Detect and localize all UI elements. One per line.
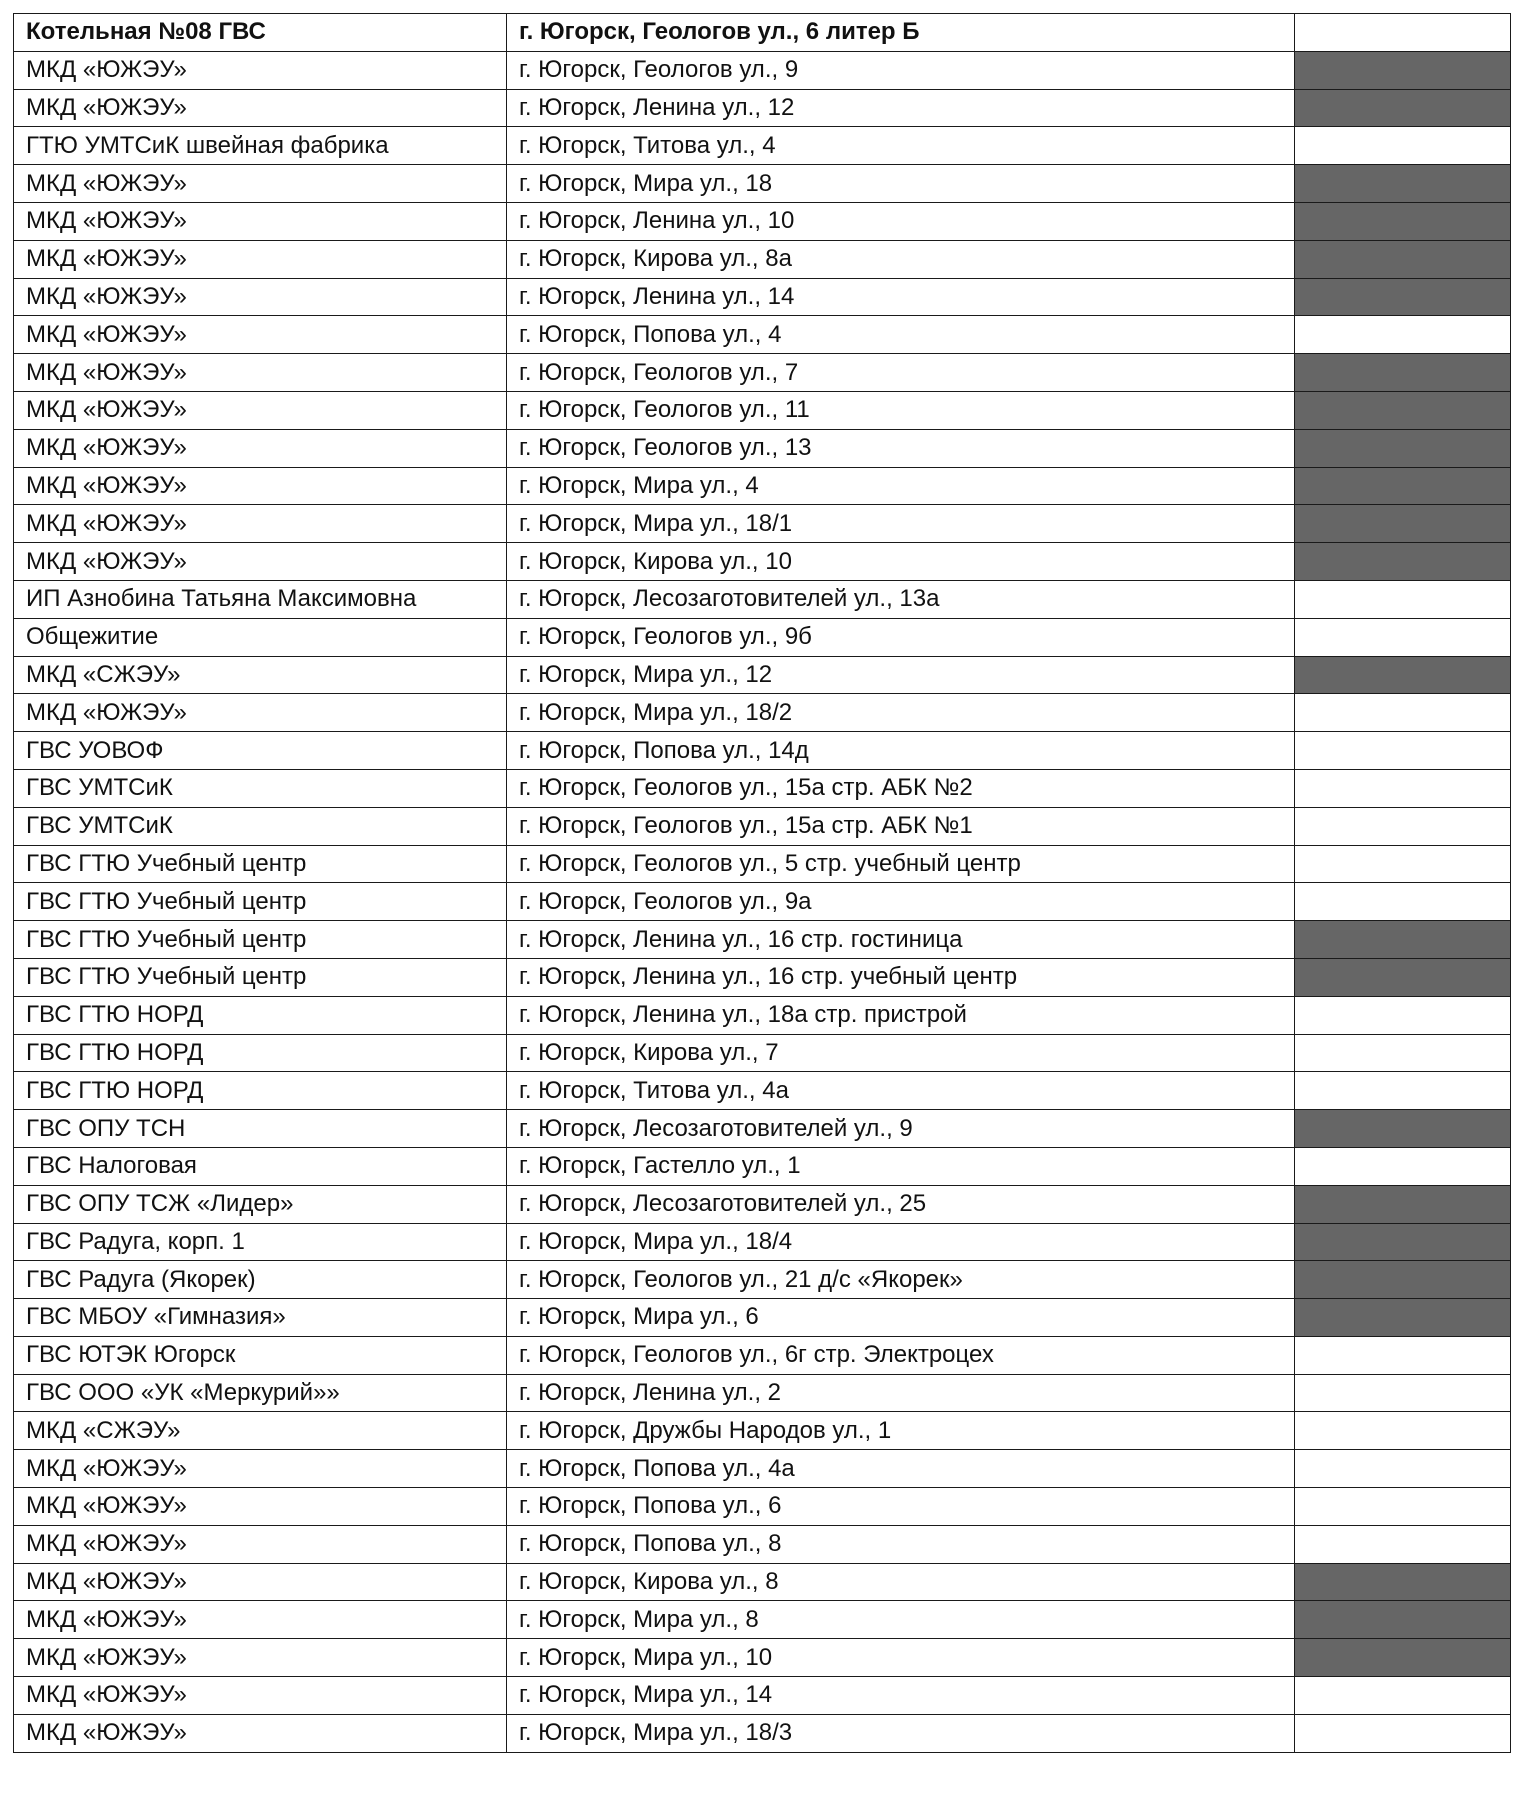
- row-address-cell: г. Югорск, Ленина ул., 12: [507, 89, 1295, 127]
- row-marker-cell-empty: [1295, 1525, 1511, 1563]
- row-marker-cell-empty: [1295, 1374, 1511, 1412]
- row-name-cell: ГВС ОПУ ТСН: [14, 1110, 507, 1148]
- row-marker-cell-empty: [1295, 1412, 1511, 1450]
- row-address-cell: г. Югорск, Мира ул., 18/3: [507, 1714, 1295, 1752]
- row-address-cell: г. Югорск, Ленина ул., 18а стр. пристрой: [507, 996, 1295, 1034]
- table-row: [14, 127, 1511, 165]
- table-header-row: [14, 14, 1511, 52]
- row-address-cell: г. Югорск, Ленина ул., 10: [507, 202, 1295, 240]
- row-marker-cell-filled: [1295, 1261, 1511, 1299]
- row-name-cell: МКД «ЮЖЭУ»: [14, 1639, 507, 1677]
- row-address-cell: г. Югорск, Попова ул., 4: [507, 316, 1295, 354]
- row-name-cell: МКД «ЮЖЭУ»: [14, 1525, 507, 1563]
- header-name-cell: Котельная №08 ГВС: [14, 14, 507, 52]
- row-address-cell: г. Югорск, Мира ул., 18: [507, 165, 1295, 203]
- row-address-cell: г. Югорск, Попова ул., 4а: [507, 1450, 1295, 1488]
- row-name-cell: МКД «ЮЖЭУ»: [14, 165, 507, 203]
- table-row: [14, 883, 1511, 921]
- row-marker-cell-empty: [1295, 316, 1511, 354]
- table-row: [14, 1450, 1511, 1488]
- row-address-cell: г. Югорск, Мира ул., 18/1: [507, 505, 1295, 543]
- row-name-cell: ГВС ГТЮ НОРД: [14, 1034, 507, 1072]
- row-name-cell: МКД «ЮЖЭУ»: [14, 1450, 507, 1488]
- row-marker-cell-filled: [1295, 1639, 1511, 1677]
- table-row: [14, 921, 1511, 959]
- row-name-cell: ГВС ГТЮ Учебный центр: [14, 845, 507, 883]
- table-row: [14, 89, 1511, 127]
- row-name-cell: ИП Азнобина Татьяна Максимовна: [14, 580, 507, 618]
- row-name-cell: МКД «ЮЖЭУ»: [14, 316, 507, 354]
- row-marker-cell-empty: [1295, 845, 1511, 883]
- table-row: [14, 656, 1511, 694]
- row-address-cell: г. Югорск, Ленина ул., 14: [507, 278, 1295, 316]
- row-address-cell: г. Югорск, Ленина ул., 2: [507, 1374, 1295, 1412]
- row-address-cell: г. Югорск, Кирова ул., 8: [507, 1563, 1295, 1601]
- row-marker-cell-empty: [1295, 883, 1511, 921]
- table-row: [14, 543, 1511, 581]
- row-name-cell: ГВС УМТСиК: [14, 769, 507, 807]
- row-name-cell: МКД «ЮЖЭУ»: [14, 391, 507, 429]
- row-name-cell: МКД «ЮЖЭУ»: [14, 89, 507, 127]
- table-row: [14, 618, 1511, 656]
- row-address-cell: г. Югорск, Титова ул., 4: [507, 127, 1295, 165]
- row-address-cell: г. Югорск, Геологов ул., 21 д/с «Якорек»: [507, 1261, 1295, 1299]
- row-marker-cell-filled: [1295, 1110, 1511, 1148]
- row-address-cell: г. Югорск, Мира ул., 10: [507, 1639, 1295, 1677]
- row-marker-cell-empty: [1295, 1714, 1511, 1752]
- row-name-cell: МКД «ЮЖЭУ»: [14, 1677, 507, 1715]
- row-marker-cell-filled: [1295, 1601, 1511, 1639]
- row-name-cell: МКД «ЮЖЭУ»: [14, 1714, 507, 1752]
- table-row: [14, 958, 1511, 996]
- row-address-cell: г. Югорск, Мира ул., 4: [507, 467, 1295, 505]
- row-marker-cell-filled: [1295, 278, 1511, 316]
- table-row: [14, 1601, 1511, 1639]
- row-marker-cell-empty: [1295, 769, 1511, 807]
- row-marker-cell-filled: [1295, 165, 1511, 203]
- table-row: [14, 1185, 1511, 1223]
- row-address-cell: г. Югорск, Мира ул., 12: [507, 656, 1295, 694]
- row-marker-cell-empty: [1295, 1072, 1511, 1110]
- table-row: [14, 354, 1511, 392]
- row-name-cell: МКД «ЮЖЭУ»: [14, 354, 507, 392]
- objects-table-body: [14, 14, 1511, 1753]
- row-name-cell: МКД «ЮЖЭУ»: [14, 240, 507, 278]
- row-marker-cell-filled: [1295, 240, 1511, 278]
- row-name-cell: МКД «ЮЖЭУ»: [14, 51, 507, 89]
- row-name-cell: МКД «ЮЖЭУ»: [14, 543, 507, 581]
- table-row: [14, 807, 1511, 845]
- row-name-cell: МКД «ЮЖЭУ»: [14, 694, 507, 732]
- row-address-cell: г. Югорск, Геологов ул., 9а: [507, 883, 1295, 921]
- table-row: [14, 505, 1511, 543]
- table-row: [14, 996, 1511, 1034]
- row-name-cell: МКД «ЮЖЭУ»: [14, 1563, 507, 1601]
- row-name-cell: МКД «ЮЖЭУ»: [14, 429, 507, 467]
- row-address-cell: г. Югорск, Лесозаготовителей ул., 25: [507, 1185, 1295, 1223]
- row-address-cell: г. Югорск, Мира ул., 6: [507, 1299, 1295, 1337]
- row-marker-cell-filled: [1295, 543, 1511, 581]
- row-name-cell: ГВС ГТЮ Учебный центр: [14, 958, 507, 996]
- table-row: [14, 391, 1511, 429]
- table-row: [14, 1223, 1511, 1261]
- table-row: [14, 1072, 1511, 1110]
- row-marker-cell-empty: [1295, 1034, 1511, 1072]
- row-address-cell: г. Югорск, Геологов ул., 9б: [507, 618, 1295, 656]
- table-row: [14, 1299, 1511, 1337]
- row-marker-cell-empty: [1295, 1336, 1511, 1374]
- row-address-cell: г. Югорск, Мира ул., 8: [507, 1601, 1295, 1639]
- row-marker-cell-filled: [1295, 354, 1511, 392]
- row-marker-cell-filled: [1295, 391, 1511, 429]
- table-row: [14, 1374, 1511, 1412]
- row-marker-cell-filled: [1295, 1223, 1511, 1261]
- row-address-cell: г. Югорск, Мира ул., 14: [507, 1677, 1295, 1715]
- row-name-cell: МКД «СЖЭУ»: [14, 656, 507, 694]
- row-marker-cell-filled: [1295, 958, 1511, 996]
- table-row: [14, 316, 1511, 354]
- row-marker-cell-filled: [1295, 921, 1511, 959]
- row-name-cell: ГВС Радуга, корп. 1: [14, 1223, 507, 1261]
- row-name-cell: ГВС Радуга (Якорек): [14, 1261, 507, 1299]
- table-row: [14, 1639, 1511, 1677]
- row-marker-cell-empty: [1295, 618, 1511, 656]
- header-address-cell: г. Югорск, Геологов ул., 6 литер Б: [507, 14, 1295, 52]
- table-row: [14, 580, 1511, 618]
- row-address-cell: г. Югорск, Лесозаготовителей ул., 13а: [507, 580, 1295, 618]
- row-name-cell: МКД «ЮЖЭУ»: [14, 278, 507, 316]
- objects-table: [13, 13, 1511, 1753]
- row-name-cell: ГВС ГТЮ НОРД: [14, 1072, 507, 1110]
- table-row: [14, 278, 1511, 316]
- row-marker-cell-filled: [1295, 51, 1511, 89]
- table-row: [14, 1261, 1511, 1299]
- row-name-cell: ГВС ОПУ ТСЖ «Лидер»: [14, 1185, 507, 1223]
- row-marker-cell-empty: [1295, 580, 1511, 618]
- table-row: [14, 240, 1511, 278]
- row-name-cell: МКД «ЮЖЭУ»: [14, 1488, 507, 1526]
- row-marker-cell-filled: [1295, 89, 1511, 127]
- row-address-cell: г. Югорск, Мира ул., 18/4: [507, 1223, 1295, 1261]
- row-name-cell: ГВС МБОУ «Гимназия»: [14, 1299, 507, 1337]
- header-marker-cell: [1295, 14, 1511, 52]
- row-address-cell: г. Югорск, Попова ул., 14д: [507, 732, 1295, 770]
- table-row: [14, 202, 1511, 240]
- table-row: [14, 1147, 1511, 1185]
- table-row: [14, 769, 1511, 807]
- table-row: [14, 165, 1511, 203]
- row-marker-cell-filled: [1295, 1299, 1511, 1337]
- row-marker-cell-empty: [1295, 1677, 1511, 1715]
- row-address-cell: г. Югорск, Геологов ул., 9: [507, 51, 1295, 89]
- row-marker-cell-empty: [1295, 127, 1511, 165]
- row-marker-cell-empty: [1295, 1488, 1511, 1526]
- row-marker-cell-empty: [1295, 996, 1511, 1034]
- table-row: [14, 429, 1511, 467]
- row-name-cell: ГВС ЮТЭК Югорск: [14, 1336, 507, 1374]
- table-row: [14, 51, 1511, 89]
- row-name-cell: МКД «СЖЭУ»: [14, 1412, 507, 1450]
- table-row: [14, 732, 1511, 770]
- row-address-cell: г. Югорск, Дружбы Народов ул., 1: [507, 1412, 1295, 1450]
- table-row: [14, 1034, 1511, 1072]
- table-row: [14, 1110, 1511, 1148]
- row-address-cell: г. Югорск, Кирова ул., 8а: [507, 240, 1295, 278]
- table-row: [14, 845, 1511, 883]
- row-marker-cell-empty: [1295, 694, 1511, 732]
- row-marker-cell-empty: [1295, 1450, 1511, 1488]
- row-marker-cell-filled: [1295, 1563, 1511, 1601]
- row-marker-cell-filled: [1295, 656, 1511, 694]
- row-marker-cell-filled: [1295, 202, 1511, 240]
- row-marker-cell-filled: [1295, 505, 1511, 543]
- table-row: [14, 1563, 1511, 1601]
- table-row: [14, 1714, 1511, 1752]
- row-address-cell: г. Югорск, Геологов ул., 13: [507, 429, 1295, 467]
- table-row: [14, 1488, 1511, 1526]
- row-name-cell: МКД «ЮЖЭУ»: [14, 505, 507, 543]
- row-address-cell: г. Югорск, Геологов ул., 11: [507, 391, 1295, 429]
- row-name-cell: ГВС УМТСиК: [14, 807, 507, 845]
- row-marker-cell-empty: [1295, 732, 1511, 770]
- row-address-cell: г. Югорск, Гастелло ул., 1: [507, 1147, 1295, 1185]
- row-address-cell: г. Югорск, Геологов ул., 6г стр. Электроцех: [507, 1336, 1295, 1374]
- row-address-cell: г. Югорск, Попова ул., 8: [507, 1525, 1295, 1563]
- row-name-cell: ГВС ГТЮ Учебный центр: [14, 883, 507, 921]
- row-address-cell: г. Югорск, Лесозаготовителей ул., 9: [507, 1110, 1295, 1148]
- table-row: [14, 1677, 1511, 1715]
- row-name-cell: ГВС ООО «УК «Меркурий»»: [14, 1374, 507, 1412]
- table-row: [14, 1336, 1511, 1374]
- row-marker-cell-empty: [1295, 1147, 1511, 1185]
- row-name-cell: ГВС ГТЮ Учебный центр: [14, 921, 507, 959]
- row-address-cell: г. Югорск, Попова ул., 6: [507, 1488, 1295, 1526]
- row-address-cell: г. Югорск, Ленина ул., 16 стр. учебный центр: [507, 958, 1295, 996]
- row-name-cell: ГВС Налоговая: [14, 1147, 507, 1185]
- row-address-cell: г. Югорск, Кирова ул., 10: [507, 543, 1295, 581]
- row-address-cell: г. Югорск, Кирова ул., 7: [507, 1034, 1295, 1072]
- row-name-cell: ГВС ГТЮ НОРД: [14, 996, 507, 1034]
- row-address-cell: г. Югорск, Геологов ул., 15а стр. АБК №1: [507, 807, 1295, 845]
- row-marker-cell-filled: [1295, 1185, 1511, 1223]
- row-name-cell: Общежитие: [14, 618, 507, 656]
- row-name-cell: МКД «ЮЖЭУ»: [14, 1601, 507, 1639]
- row-name-cell: ГТЮ УМТСиК швейная фабрика: [14, 127, 507, 165]
- table-row: [14, 467, 1511, 505]
- row-address-cell: г. Югорск, Геологов ул., 5 стр. учебный центр: [507, 845, 1295, 883]
- row-address-cell: г. Югорск, Титова ул., 4а: [507, 1072, 1295, 1110]
- row-marker-cell-empty: [1295, 807, 1511, 845]
- row-address-cell: г. Югорск, Геологов ул., 15а стр. АБК №2: [507, 769, 1295, 807]
- table-row: [14, 694, 1511, 732]
- row-name-cell: ГВС УОВОФ: [14, 732, 507, 770]
- row-marker-cell-filled: [1295, 467, 1511, 505]
- row-address-cell: г. Югорск, Мира ул., 18/2: [507, 694, 1295, 732]
- row-name-cell: МКД «ЮЖЭУ»: [14, 202, 507, 240]
- row-address-cell: г. Югорск, Ленина ул., 16 стр. гостиница: [507, 921, 1295, 959]
- row-name-cell: МКД «ЮЖЭУ»: [14, 467, 507, 505]
- row-marker-cell-filled: [1295, 429, 1511, 467]
- row-address-cell: г. Югорск, Геологов ул., 7: [507, 354, 1295, 392]
- table-row: [14, 1412, 1511, 1450]
- table-row: [14, 1525, 1511, 1563]
